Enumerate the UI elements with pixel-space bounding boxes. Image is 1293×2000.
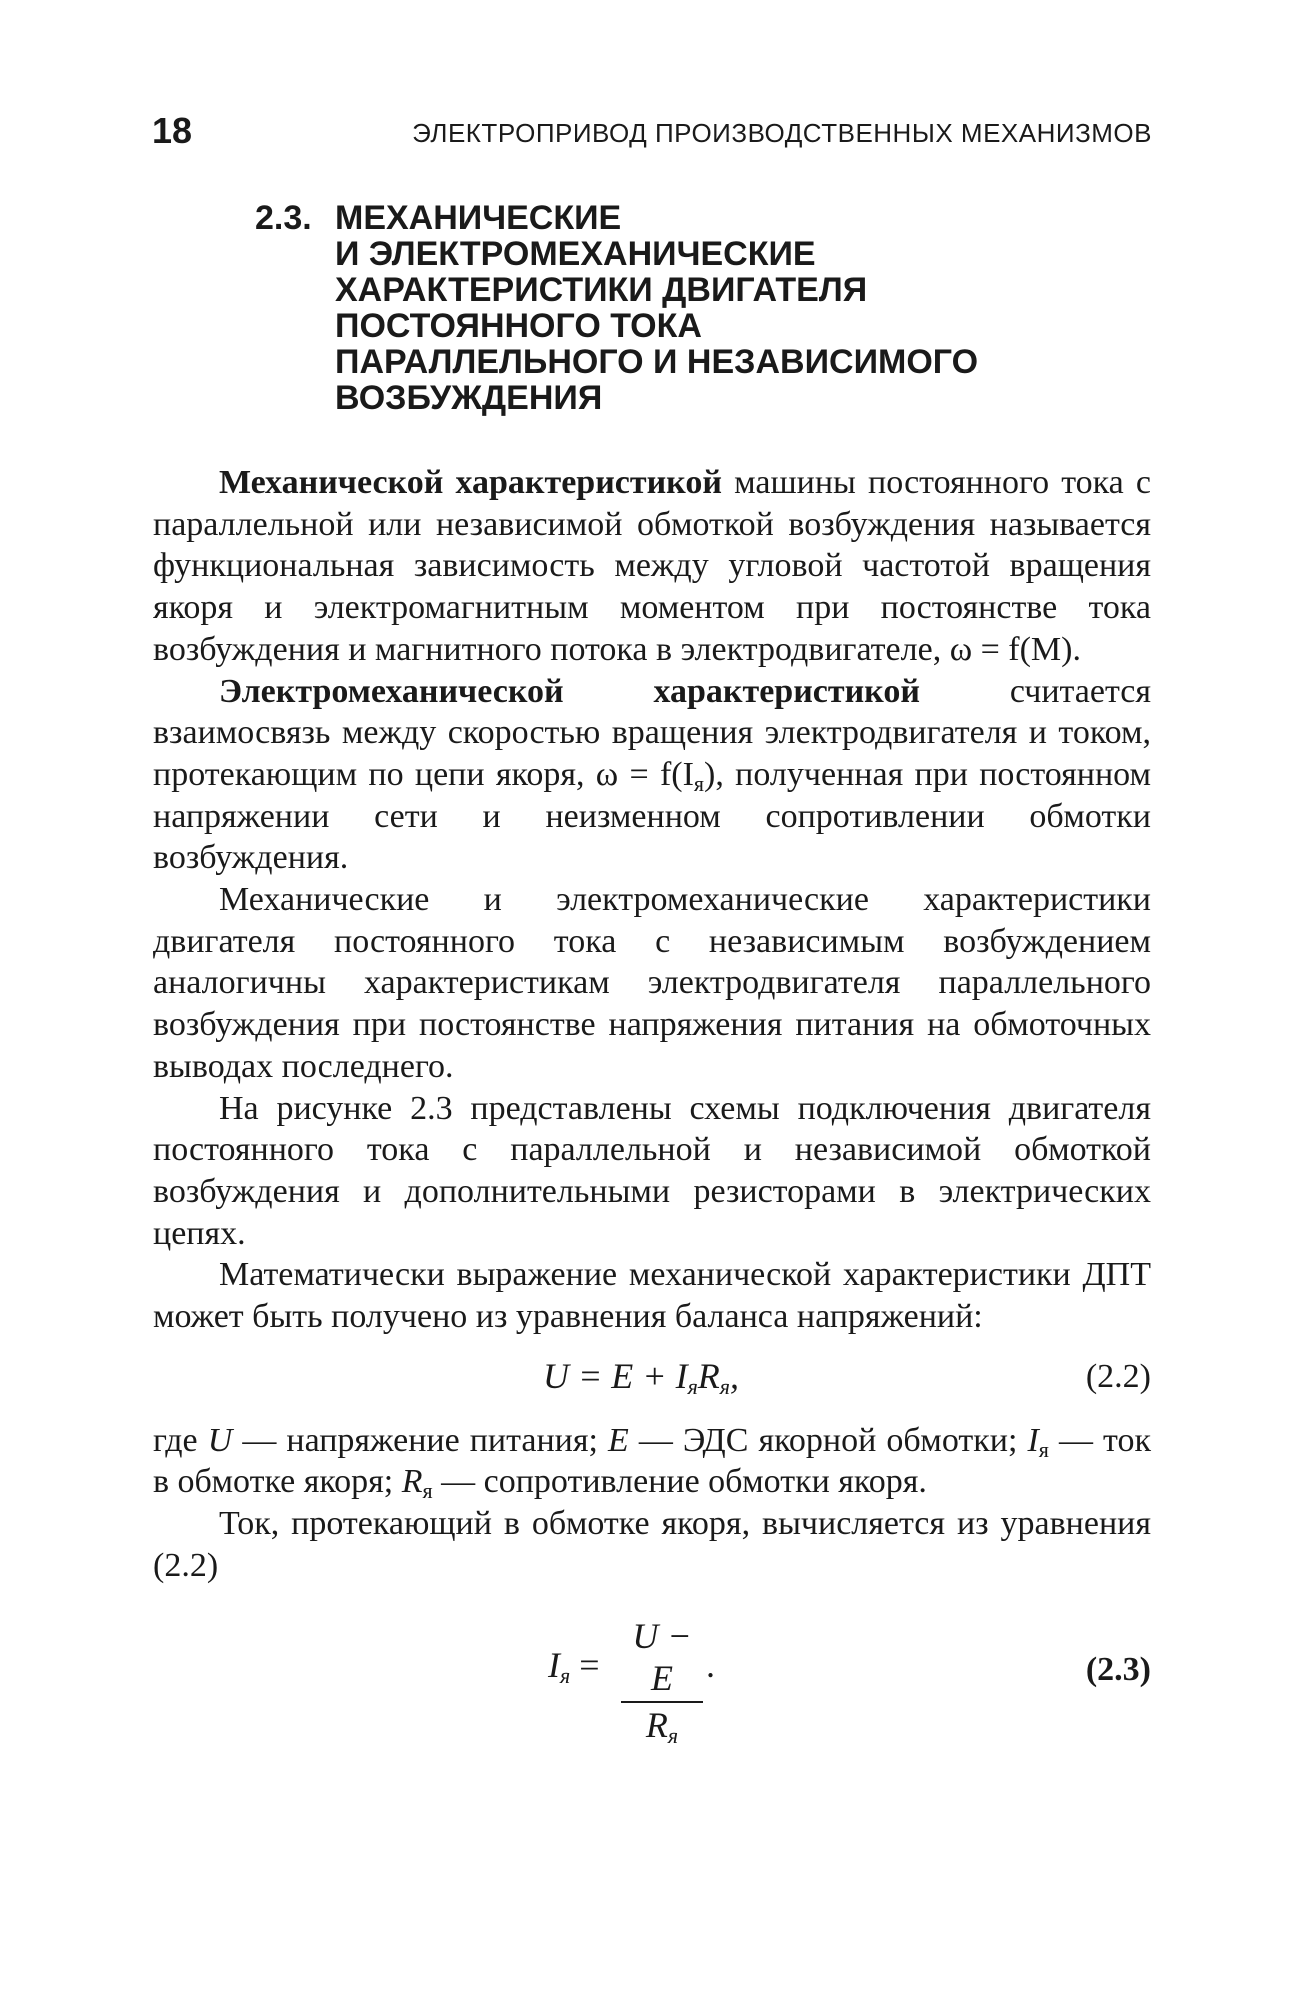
section-number: 2.3. [255, 199, 312, 237]
section-title-line: И ЭЛЕКТРОМЕХАНИЧЕСКИЕ [335, 235, 816, 273]
page-number: 18 [152, 110, 193, 151]
section-title-line: ВОЗБУЖДЕНИЯ [335, 379, 603, 417]
section-title-line: ХАРАКТЕРИСТИКИ ДВИГАТЕЛЯ [335, 271, 868, 309]
section-title-line: ПАРАЛЛЕЛЬНОГО И НЕЗАВИСИМОГО [335, 343, 979, 381]
paragraph-electromechanical-characteristic [153, 671, 1151, 880]
eq-subscript: я [560, 1662, 571, 1688]
paragraph-text: — сопротивление обмотки якоря. [432, 1463, 927, 1501]
equation-formula [543, 1356, 739, 1398]
page-header [152, 110, 1152, 160]
eq-subscript: я [687, 1373, 698, 1399]
paragraph-definitions [153, 1420, 1151, 1503]
section-title-line: МЕХАНИЧЕСКИЕ [335, 199, 622, 237]
section-heading [255, 200, 1075, 416]
var-U: U [207, 1421, 233, 1459]
body-text [153, 462, 1151, 1747]
section-title-line: ПОСТОЯННОГО ТОКА [335, 307, 702, 345]
subscript: я [422, 1478, 433, 1504]
paragraph-text: — ток в обмотке якоря; [153, 1421, 1151, 1501]
equation-lhs [548, 1645, 600, 1687]
term-electromechanical: Электромеханической характеристикой [219, 672, 920, 710]
paragraph: На рисунке 2.3 представлены схемы подключения двигателя постоянного тока с параллельной и независимой обмоткой возбуждения и дополнительными резисторами в электрических цепях. [153, 1089, 1151, 1252]
var-E: E [608, 1421, 629, 1459]
eq-part: , [730, 1355, 740, 1396]
var-R: R [401, 1463, 423, 1501]
eq-part: I [548, 1644, 560, 1685]
fraction [621, 1615, 703, 1747]
paragraph: Ток, протекающий в обмотке якоря, вычисляется из уравнения (2.2) [153, 1505, 1151, 1584]
var-I: I [1027, 1421, 1039, 1459]
eq-part: R [645, 1704, 668, 1745]
fraction-denominator [621, 1703, 703, 1747]
section-title [335, 200, 1075, 416]
equation-2-3 [153, 1607, 1151, 1747]
term-mechanical: Механической характеристикой [219, 464, 722, 501]
subscript: я [693, 770, 705, 796]
paragraph-text: ), полученная при постоянном напряжении сети и неизменном сопротивлении обмотки возбуждения. [153, 755, 1152, 877]
paragraph-mechanical-characteristic [153, 462, 1151, 671]
fraction-numerator: U − E [621, 1615, 703, 1703]
paragraph: Математически выражение механической характеристики ДПТ может быть получено из уравнения баланса напряжений: [153, 1256, 1151, 1336]
paragraph: Механические и электромеханические характеристики двигателя постоянного тока с независимым возбуждением аналогичны характеристикам электродвигателя параллельного возбуждения при постоянстве напряжения питания на обмоточных выводах последнего. [153, 881, 1151, 1085]
equation-number: (2.2) [1085, 1357, 1151, 1395]
eq-part: = [570, 1644, 600, 1685]
equation-2-2 [153, 1344, 1151, 1414]
paragraph-text: машины постоянного тока с параллельной или независимой обмоткой возбуждения называется функциональная зависимость между угловой частотой вращения якоря и электромагнитным моментом при постоянстве тока возбуждения и магнитного потока в электродвигателе, ω = f(M). [153, 464, 1151, 668]
eq-subscript: я [667, 1722, 679, 1748]
equation-number: (2.3) [1085, 1650, 1151, 1688]
eq-part: R [697, 1355, 720, 1396]
paragraph-text: где [153, 1421, 208, 1459]
subscript: я [1038, 1436, 1049, 1462]
eq-part: U = E + I [543, 1355, 688, 1396]
eq-dot: . [706, 1644, 715, 1685]
running-title: ЭЛЕКТРОПРИВОД ПРОИЗВОДСТВЕННЫХ МЕХАНИЗМОВ [412, 118, 1152, 148]
paragraph-text: считается взаимосвязь между скоростью вращения электродвигателя и током, протекающим по цепи якоря, ω = f(I [153, 672, 1151, 793]
eq-subscript: я [719, 1373, 731, 1399]
paragraph-text: — напряжение питания; [232, 1421, 609, 1459]
paragraph-text: — ЭДС якорной обмотки; [628, 1421, 1028, 1459]
